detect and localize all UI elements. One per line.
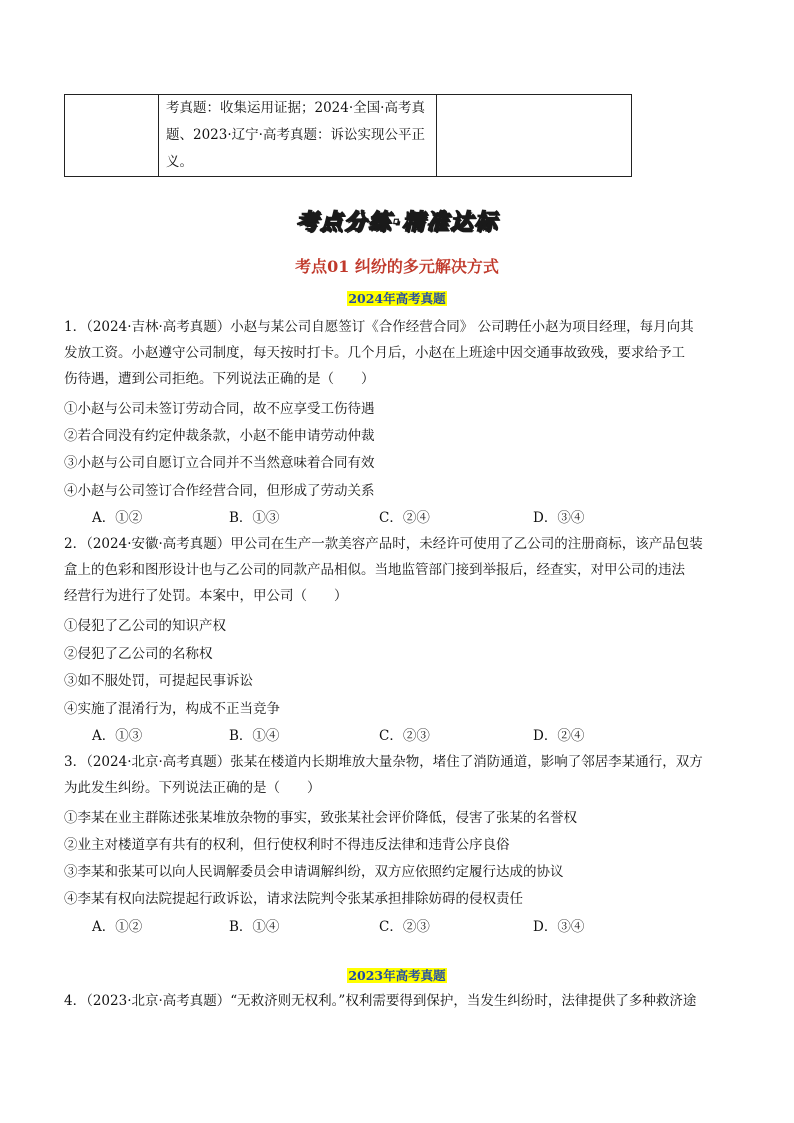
question-3-option-1: ①李某在业主群陈述张某堆放杂物的事实，致张某社会评价降低，侵害了张某的名誉权	[64, 810, 577, 826]
question-3-choices	[92, 915, 732, 935]
question-2-option-4: ④实施了混淆行为，构成不正当竞争	[64, 701, 280, 717]
question-1-option-1: ①小赵与公司未签订劳动合同，故不应享受工伤待遇	[64, 401, 375, 417]
table-cell-middle	[159, 95, 437, 177]
section-title: 考点01 纠纷的多元解决方式	[295, 257, 499, 276]
year-tag-text: 2023年高考真题	[348, 968, 446, 983]
choice-c[interactable]: C．②④	[379, 510, 430, 526]
table-cell-empty-right	[437, 95, 632, 177]
choice-a[interactable]: A．①②	[92, 919, 143, 935]
table-cell-empty-left	[65, 95, 159, 177]
choice-d[interactable]: D．③④	[533, 919, 585, 935]
choice-c[interactable]: C．②③	[379, 919, 430, 935]
section-banner	[0, 205, 794, 236]
question-2-choices	[92, 724, 732, 744]
question-3-stem: 3．（2024·北京·高考真题）张某在楼道内长期堆放大量杂物，堵住了消防通道，影响了邻居李某通行，双方 为此发生纠纷。下列说法正确的是（ ）	[64, 754, 703, 796]
question-2-option-2: ②侵犯了乙公司的名称权	[64, 646, 213, 662]
year-tag-2024	[0, 289, 794, 307]
question-2-option-3: ③如不服处罚，可提起民事诉讼	[64, 673, 253, 689]
question-3-option-2: ②业主对楼道享有共有的权利，但行使权利时不得违反法律和违背公序良俗	[64, 837, 510, 853]
question-4-stem: 4．（2023·北京·高考真题）“无救济则无权利。”权利需要得到保护，当发生纠纷时，法律提供了多种救济途	[64, 993, 697, 1009]
question-1-option-4: ④小赵与公司签订合作经营合同，但形成了劳动关系	[64, 483, 375, 499]
banner-text: 考点分练·精准达标	[295, 210, 499, 235]
question-1-stem: 1．（2024·吉林·高考真题）小赵与某公司自愿签订《合作经营合同》 公司聘任小赵为项目经理，每月向其 发放工资。小赵遵守公司制度，每天按时打卡。几个月后，小赵在上班途中因交通事故致残，要求给予工 伤待遇，遭到公司拒绝。下列说法正确的是（ ）	[64, 319, 694, 387]
question-2-option-1: ①侵犯了乙公司的知识产权	[64, 618, 226, 634]
choice-b[interactable]: B．①④	[229, 919, 280, 935]
question-3-option-4: ④李某有权向法院提起行政诉讼，请求法院判令张某承担排除妨碍的侵权责任	[64, 891, 523, 907]
choice-a[interactable]: A．①②	[92, 510, 143, 526]
question-2-stem: 2．（2024·安徽·高考真题）甲公司在生产一款美容产品时，未经许可使用了乙公司的注册商标，该产品包装 盒上的色彩和图形设计也与乙公司的同款产品相似。当地监管部门接到举报后，经查实，对甲公司的违法 经营行为进行了处罚。本案中，甲公司（ ）	[64, 536, 703, 604]
choice-b[interactable]: B．①③	[229, 510, 280, 526]
choice-a[interactable]: A．①③	[92, 728, 143, 744]
question-1-choices	[92, 506, 732, 526]
year-tag-2023	[0, 966, 794, 984]
question-3-option-3: ③李某和张某可以向人民调解委员会申请调解纠纷，双方应依照约定履行达成的协议	[64, 864, 564, 880]
year-tag-text: 2024年高考真题	[348, 291, 446, 306]
question-1-option-2: ②若合同没有约定仲裁条款，小赵不能申请劳动仲裁	[64, 428, 375, 444]
choice-d[interactable]: D．②④	[533, 728, 585, 744]
choice-b[interactable]: B．①④	[229, 728, 280, 744]
choice-d[interactable]: D．③④	[533, 510, 585, 526]
question-1-option-3: ③小赵与公司自愿订立合同并不当然意味着合同有效	[64, 455, 375, 471]
choice-c[interactable]: C．②③	[379, 728, 430, 744]
table-cell-text: 考真题：收集运用证据；2024·全国·高考真 题、2023·辽宁·高考真题：诉讼实现公平正 义。	[166, 100, 425, 170]
summary-table	[64, 94, 632, 177]
